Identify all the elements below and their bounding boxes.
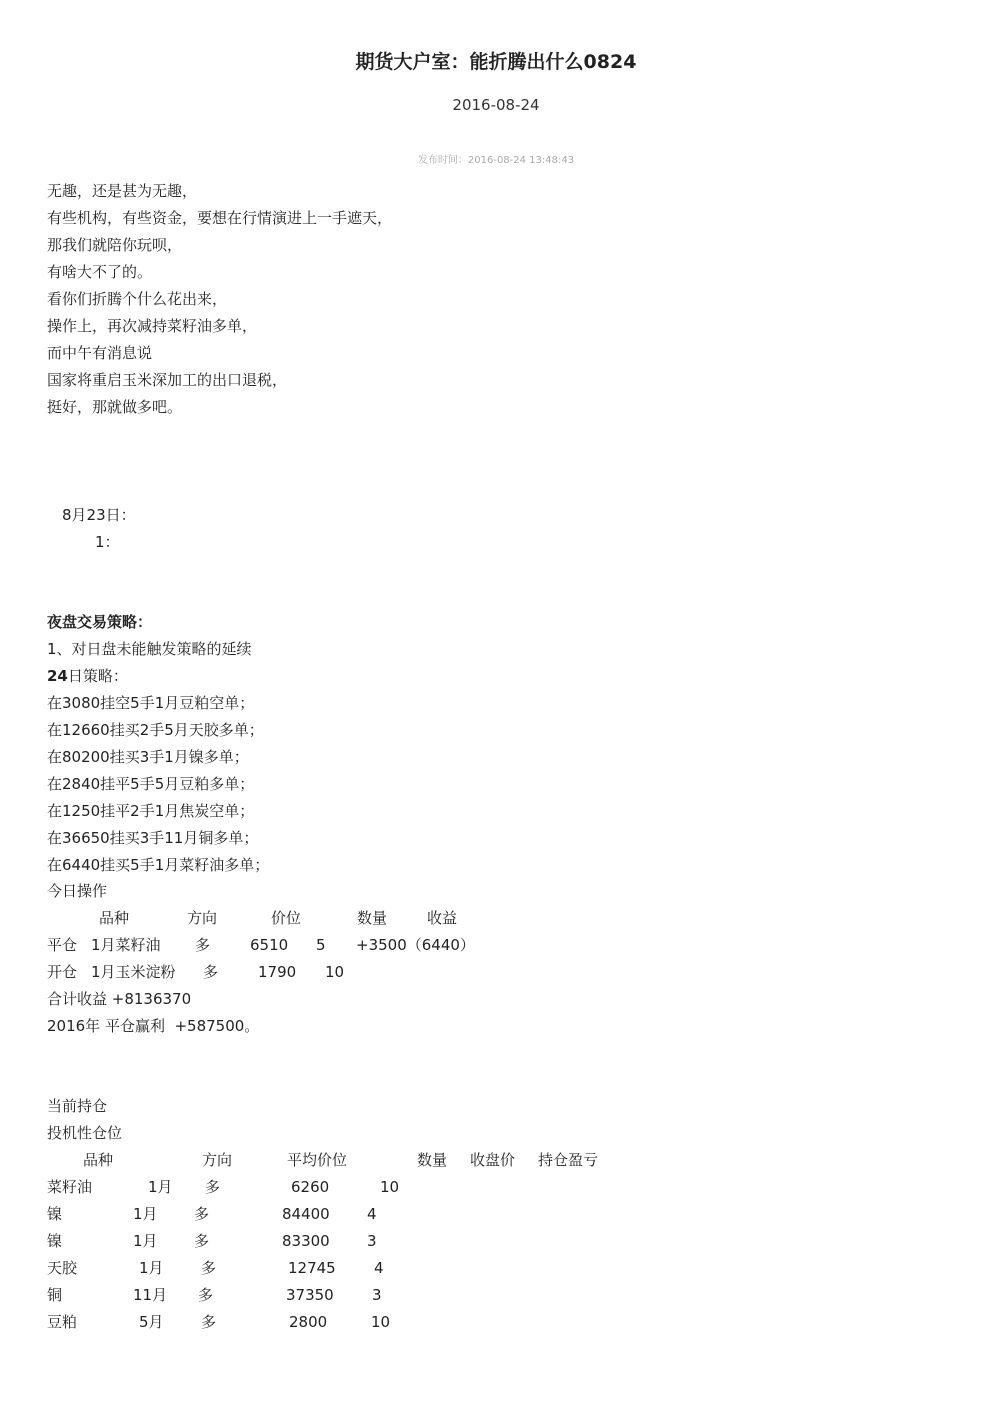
pos-cell-variety: 镍 <box>47 1205 63 1223</box>
pos-cell-month: 11月 <box>133 1286 168 1304</box>
ops-cell-action: 平仓 <box>47 936 78 954</box>
pos-cell-direction: 多 <box>194 1232 210 1250</box>
pos-cell-avg-price: 83300 <box>282 1232 330 1250</box>
pos-cell-avg-price: 37350 <box>286 1286 334 1304</box>
year-profit: 2016年 平仓赢利 +587500。 <box>47 1017 260 1035</box>
ops-header-profit: 收益 <box>427 909 458 927</box>
ops-cell-qty: 5 <box>316 936 326 954</box>
ops-cell-direction: 多 <box>195 936 211 954</box>
pos-cell-month: 1月 <box>139 1259 164 1277</box>
intro-line: 那我们就陪你玩呗， <box>47 236 183 254</box>
ops-cell-action: 开仓 <box>47 963 78 981</box>
strategy24-heading <box>47 666 128 686</box>
ops-cell-qty: 10 <box>325 963 345 981</box>
pos-cell-variety: 天胶 <box>47 1259 78 1277</box>
pos-cell-qty: 10 <box>371 1313 391 1331</box>
speculative-heading: 投机性仓位 <box>47 1124 123 1142</box>
strategy-line: 在6440挂买5手1月菜籽油多单； <box>47 856 270 874</box>
pos-cell-qty: 10 <box>380 1178 400 1196</box>
strategy24-number: 24 <box>47 667 68 685</box>
pos-cell-variety: 豆粕 <box>47 1313 78 1331</box>
intro-line: 有啥大不了的。 <box>47 263 153 281</box>
pos-cell-qty: 4 <box>374 1259 384 1277</box>
ops-cell-variety: 1月玉米淀粉 <box>91 963 176 981</box>
ops-cell-variety: 1月菜籽油 <box>91 936 161 954</box>
ops-header-qty: 数量 <box>357 909 388 927</box>
ops-cell-direction: 多 <box>203 963 219 981</box>
pos-cell-variety: 铜 <box>47 1286 63 1304</box>
positions-heading: 当前持仓 <box>47 1097 108 1115</box>
strategy-line: 在12660挂买2手5月天胶多单； <box>47 721 264 739</box>
strategy24-label: 日策略： <box>67 667 128 685</box>
pos-header-direction: 方向 <box>202 1151 233 1169</box>
ops-header-direction: 方向 <box>187 909 218 927</box>
pos-header-pnl: 持仓盈亏 <box>538 1151 599 1169</box>
pos-cell-direction: 多 <box>205 1178 221 1196</box>
ops-cell-profit: +3500（6440） <box>356 936 475 954</box>
aug23-item: 1： <box>95 533 120 551</box>
night-strategy-item: 1、对日盘未能触发策略的延续 <box>47 640 252 658</box>
pos-cell-direction: 多 <box>201 1259 217 1277</box>
intro-line: 挺好，那就做多吧。 <box>47 398 183 416</box>
article-date: 2016-08-24 <box>452 96 540 114</box>
pos-cell-month: 1月 <box>133 1205 158 1223</box>
pos-cell-avg-price: 84400 <box>282 1205 330 1223</box>
pos-cell-variety: 菜籽油 <box>47 1178 93 1196</box>
total-profit: 合计收益 +8136370 <box>47 990 192 1008</box>
page-title: 期货大户室：能折腾出什么0824 <box>355 51 637 73</box>
pos-cell-month: 1月 <box>148 1178 173 1196</box>
today-ops-heading: 今日操作 <box>47 882 108 900</box>
night-strategy-heading: 夜盘交易策略： <box>47 613 153 631</box>
pos-cell-avg-price: 2800 <box>289 1313 328 1331</box>
pos-cell-direction: 多 <box>201 1313 217 1331</box>
publish-time: 发布时间：2016-08-24 13:48:43 <box>417 155 575 166</box>
intro-line: 有些机构，有些资金，要想在行情演进上一手遮天， <box>47 209 393 227</box>
strategy-line: 在36650挂买3手11月铜多单； <box>47 829 259 847</box>
ops-cell-price: 1790 <box>258 963 297 981</box>
pos-cell-qty: 3 <box>372 1286 382 1304</box>
pos-cell-variety: 镍 <box>47 1232 63 1250</box>
intro-line: 操作上，再次减持菜籽油多单， <box>47 317 258 335</box>
strategy-line: 在2840挂平5手5月豆粕多单； <box>47 775 255 793</box>
intro-line: 而中午有消息说 <box>47 344 153 362</box>
aug23-label: 8月23日： <box>62 506 136 524</box>
pos-cell-month: 1月 <box>133 1232 158 1250</box>
ops-header-price: 价位 <box>271 909 302 927</box>
intro-line: 看你们折腾个什么花出来， <box>47 290 228 308</box>
strategy-line: 在80200挂买3手1月镍多单； <box>47 748 249 766</box>
intro-line: 无趣，还是甚为无趣， <box>47 182 198 200</box>
ops-header-variety: 品种 <box>99 909 130 927</box>
pos-header-avg-price: 平均价位 <box>287 1151 348 1169</box>
pos-cell-avg-price: 12745 <box>288 1259 336 1277</box>
pos-cell-avg-price: 6260 <box>291 1178 330 1196</box>
pos-header-variety: 品种 <box>83 1151 114 1169</box>
pos-cell-month: 5月 <box>139 1313 164 1331</box>
intro-line: 国家将重启玉米深加工的出口退税， <box>47 371 288 389</box>
pos-header-qty: 数量 <box>417 1151 448 1169</box>
ops-cell-price: 6510 <box>250 936 289 954</box>
strategy-line: 在1250挂平2手1月焦炭空单； <box>47 802 255 820</box>
pos-cell-direction: 多 <box>198 1286 214 1304</box>
pos-cell-qty: 3 <box>367 1232 377 1250</box>
pos-cell-qty: 4 <box>367 1205 377 1223</box>
pos-cell-direction: 多 <box>194 1205 210 1223</box>
pos-header-close-price: 收盘价 <box>470 1151 516 1169</box>
strategy-line: 在3080挂空5手1月豆粕空单； <box>47 694 255 712</box>
